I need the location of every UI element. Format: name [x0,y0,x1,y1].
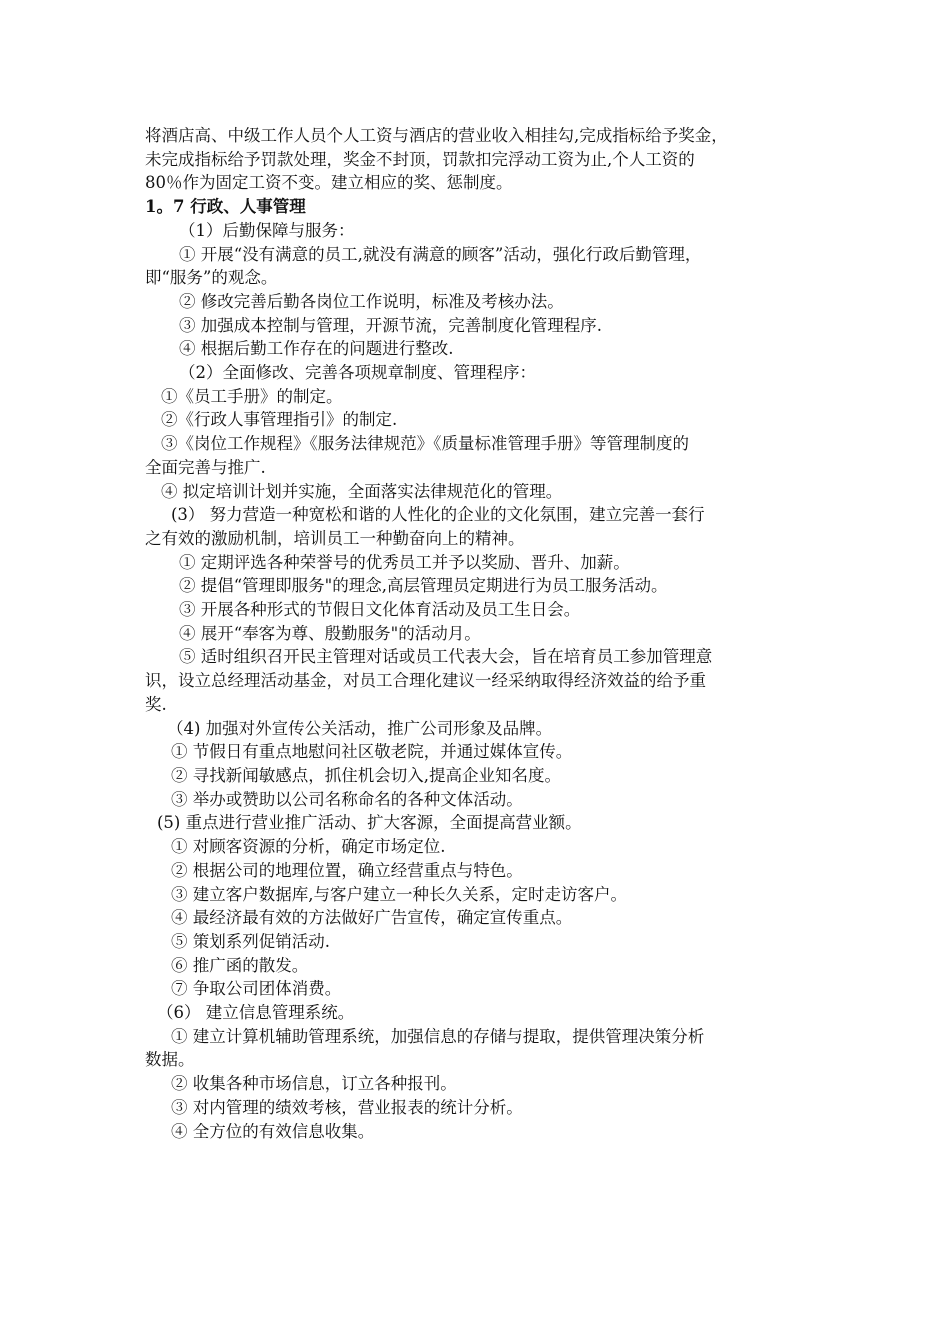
list-item: ⑤ 适时组织召开民主管理对话或员工代表大会，旨在培育员工参加管理意 [179,647,713,667]
list-item-continuation: 识，设立总经理活动基金，对员工合理化建议一经采纳取得经济效益的给予重 [145,671,706,691]
list-item-continuation: 全面完善与推广. [145,457,266,477]
list-item: ④ 拟定培训计划并实施，全面落实法律规范化的管理。 [161,481,563,501]
list-item: ④ 展开“奉客为尊、殷勤服务"的活动月。 [179,623,481,643]
list-item-continuation: 数据。 [145,1050,195,1070]
subsection-heading: （2）全面修改、完善各项规章制度、管理程序： [179,363,536,383]
list-item: ④ 最经济最有效的方法做好广告宣传，确定宣传重点。 [171,908,573,928]
subsection-heading: (5) 重点进行营业推广活动、扩大客源，全面提高营业额。 [157,813,582,833]
list-item-continuation: 之有效的激励机制，培训员工一种勤奋向上的精神。 [145,528,525,548]
list-item: ⑥ 推广函的散发。 [171,955,309,975]
document-body [145,124,805,1143]
list-item: ① 定期评选各种荣誉号的优秀员工并予以奖励、晋升、加薪。 [179,552,630,572]
list-item: ① 建立计算机辅助管理系统，加强信息的存储与提取，提供管理决策分析 [171,1026,705,1046]
list-item: ⑤ 策划系列促销活动. [171,931,330,951]
list-item: ③ 建立客户数据库,与客户建立一种长久关系，定时走访客户。 [171,884,627,904]
body-line: 80％作为固定工资不变。建立相应的奖、惩制度。 [145,173,513,193]
subsection-heading: （6） 建立信息管理系统。 [157,1003,355,1023]
list-item: ① 开展“没有满意的员工,就没有满意的顾客”活动，强化行政后勤管理， [179,244,702,264]
subsection-heading: （1）后勤保障与服务： [179,220,355,240]
list-item-continuation: 奖. [145,694,167,714]
list-item: ② 提倡“管理即服务"的理念,高层管理员定期进行为员工服务活动。 [179,576,668,596]
list-item: ③ 开展各种形式的节假日文化体育活动及员工生日会。 [179,600,581,620]
list-item: ③ 举办或赞助以公司名称命名的各种文体活动。 [171,789,523,809]
subsection-heading: （4) 加强对外宣传公关活动，推广公司形象及品牌。 [167,718,553,738]
list-item: ② 根据公司的地理位置，确立经营重点与特色。 [171,860,523,880]
body-line: 将酒店高、中级工作人员个人工资与酒店的营业收入相挂勾,完成指标给予奖金， [145,126,728,145]
list-item: ④ 根据后勤工作存在的问题进行整改. [179,339,454,359]
list-item-continuation: 即“服务”的观念。 [145,268,278,288]
list-item: ② 寻找新闻敏感点，抓住机会切入,提高企业知名度。 [171,765,561,785]
list-item: ① 节假日有重点地慰问社区敬老院，并通过媒体宣传。 [171,742,573,762]
list-item: ⑦ 争取公司团体消费。 [171,979,342,999]
subsection-heading: (3） 努力营造一种宽松和谐的人性化的企业的文化氛围，建立完善一套行 [171,505,705,525]
list-item: ②《行政人事管理指引》的制定. [161,410,398,430]
section-heading: 1。7 行政、人事管理 [145,197,306,217]
list-item: ①《员工手册》的制定。 [161,386,343,406]
list-item: ② 收集各种市场信息，订立各种报刊。 [171,1074,457,1094]
list-item: ④ 全方位的有效信息收集。 [171,1121,375,1141]
list-item: ① 对顾客资源的分析，确定市场定位. [171,837,446,857]
body-line: 未完成指标给予罚款处理，奖金不封顶，罚款扣完浮动工资为止,个人工资的 [145,149,695,169]
list-item: ③ 对内管理的绩效考核，营业报表的统计分析。 [171,1097,523,1117]
list-item: ③《岗位工作规程》《服务法律规范》《质量标准管理手册》等管理制度的 [161,434,689,454]
list-item: ② 修改完善后勤各岗位工作说明，标准及考核办法。 [179,291,564,311]
list-item: ③ 加强成本控制与管理，开源节流，完善制度化管理程序. [179,315,602,335]
